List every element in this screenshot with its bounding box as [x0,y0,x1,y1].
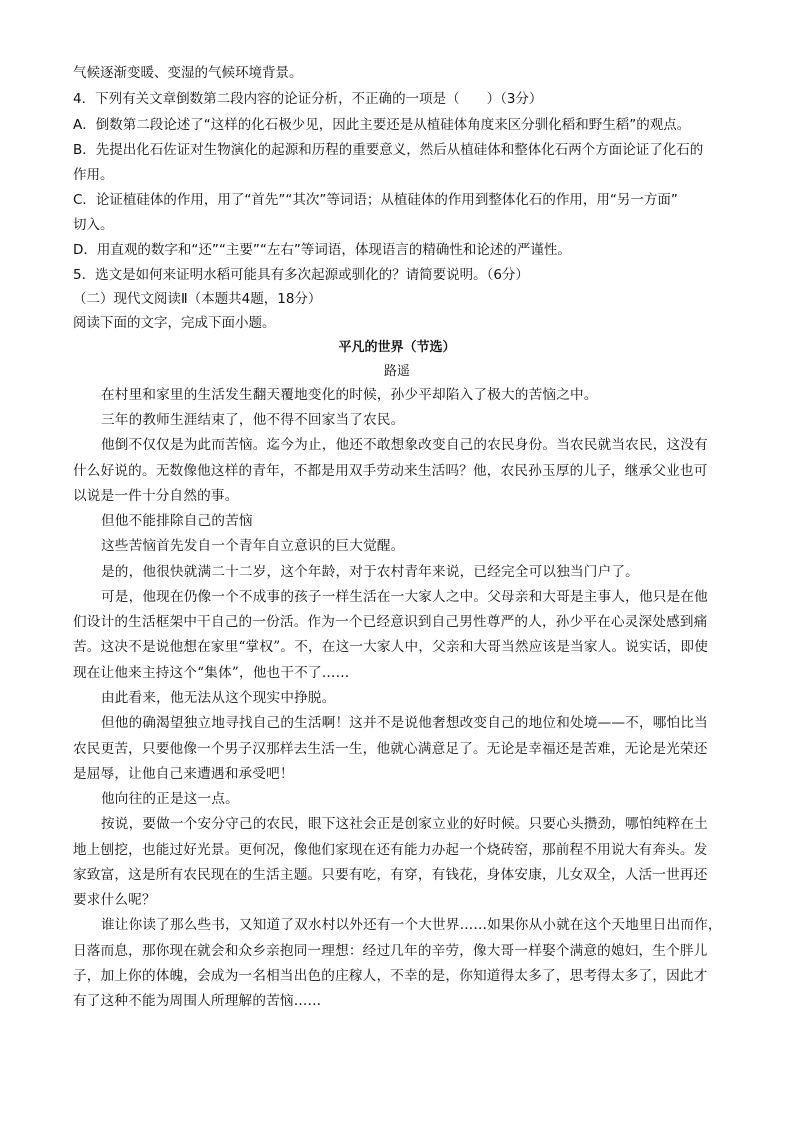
story-line: 家致富，这是所有农民现在的生活主题。只要有吃，有穿，有钱花，身体安康，儿女双全，人活一世再还 [73,867,708,883]
story-line: 日落而息，那你现在就会和众乡亲抱同一理想：经过几年的辛劳，像大哥一样娶个满意的媳妇，生个胖儿 [73,943,708,959]
story-line: 这些苦恼首先发自一个青年自立意识的巨大觉醒。 [101,538,405,554]
story-line: 地上刨挖，也能过好光景。更何况，像他们家现在还有能力办起一个烧砖窑，那前程不用说大有奔头。发 [73,842,708,858]
story-line: 农民更苦，只要他像一个男子汉那样去生活一生，他就心满意足了。无论是幸福还是苦难，无论是光荣还 [73,741,708,757]
story-line: 按说，要做一个安分守己的农民，眼下这社会正是创家立业的好时候。只要心头攒劲，哪怕纯粹在土 [101,816,708,832]
story-line: 苦。这决不是说他想在家里“掌权”。不，在这一大家人中，父亲和大哥当然应该是当家人。说实话，即使 [73,639,709,655]
reading-instruction: 阅读下面的文字，完成下面小题。 [73,315,276,331]
option-c-cont: 切入。 [73,217,114,233]
story-line: 是屈辱，让他自己来遭遇和承受吧！ [73,766,294,782]
text-line: 气候逐渐变暖、变湿的气候环境背景。 [73,65,303,81]
story-line: 他倒不仅仅是为此而苦恼。迄今为止，他还不敢想象改变自己的农民身份。当农民就当农民，这没有 [101,437,708,453]
story-line: 现在让他来主持这个“集体”，他也干不了…… [73,665,350,681]
story-line: 三年的教师生涯结束了，他不得不回家当了农民。 [101,412,405,428]
story-line: 可是，他现在仍像一个不成事的孩子一样生活在一大家人之中。父母亲和大哥是主事人，他只是在他 [101,589,708,605]
story-line: 有了这种不能为周围人所理解的苦恼…… [73,993,322,1009]
story-line: 们设计的生活框架中干自己的一份活。作为一个已经意识到自己男性尊严的人，孙少平在心灵深处感到痛 [73,614,708,630]
story-line: 是的，他很快就满二十二岁，这个年龄，对于农村青年来说，已经完全可以独当门户了。 [101,564,639,580]
story-line: 但他不能排除自己的苦恼 [101,513,253,529]
story-line: 子，加上你的体魄，会成为一名相当出色的庄稼人，不幸的是，你知道得太多了，思考得太多了，因此才 [73,968,708,984]
story-line: 以说是一件十分自然的事。 [73,488,239,504]
story-line: 由此看来，他无法从这个现实中挣脱。 [101,690,336,706]
story-line: 在村里和家里的生活发生翻天覆地变化的时候，孙少平却陷入了极大的苦恼之中。 [101,387,598,403]
option-d: D．用直观的数字和“还”“主要”“左右”等词语，体现语言的精确性和论述的严谨性。 [73,242,571,258]
story-line: 他向往的正是这一点。 [101,791,239,807]
section-heading: （二）现代文阅读Ⅱ（本题共4题，18分） [73,291,322,307]
story-line: 谁让你读了那么些书，又知道了双水村以外还有一个大世界……如果你从小就在这个天地里日出而作， [101,917,722,933]
story-line: 什么好说的。无数像他这样的青年，不都是用双手劳动来生活吗？他，农民孙玉厚的儿子，继承父业也可 [73,463,708,479]
story-title: 平凡的世界（节选） [338,340,456,355]
option-b-cont: 作用。 [73,167,114,183]
story-author: 路遥 [383,364,410,379]
story-line: 但他的确渴望独立地寻找自己的生活啊！这并不是说他奢想改变自己的地位和处境——不，哪怕比当 [101,715,708,731]
option-c: C．论证植硅体的作用，用了“首先”“其次”等词语；从植硅体的作用到整体化石的作用，用“另一方面” [73,192,678,208]
option-a: A．倒数第二段论述了“这样的化石极少见，因此主要还是从植硅体角度来区分驯化稻和野生稻”的观点。 [73,117,691,133]
story-line: 要求什么呢？ [73,892,156,908]
question-4-stem: 4．下列有关文章倒数第二段内容的论证分析，不正确的一项是（ ）（3分） [73,91,543,107]
option-b: B．先提出化石佐证对生物演化的起源和历程的重要意义，然后从植硅体和整体化石两个方面论证了化石的 [73,142,704,158]
question-5-stem: 5．选文是如何来证明水稻可能具有多次起源或驯化的？请简要说明。（6分） [73,267,529,283]
